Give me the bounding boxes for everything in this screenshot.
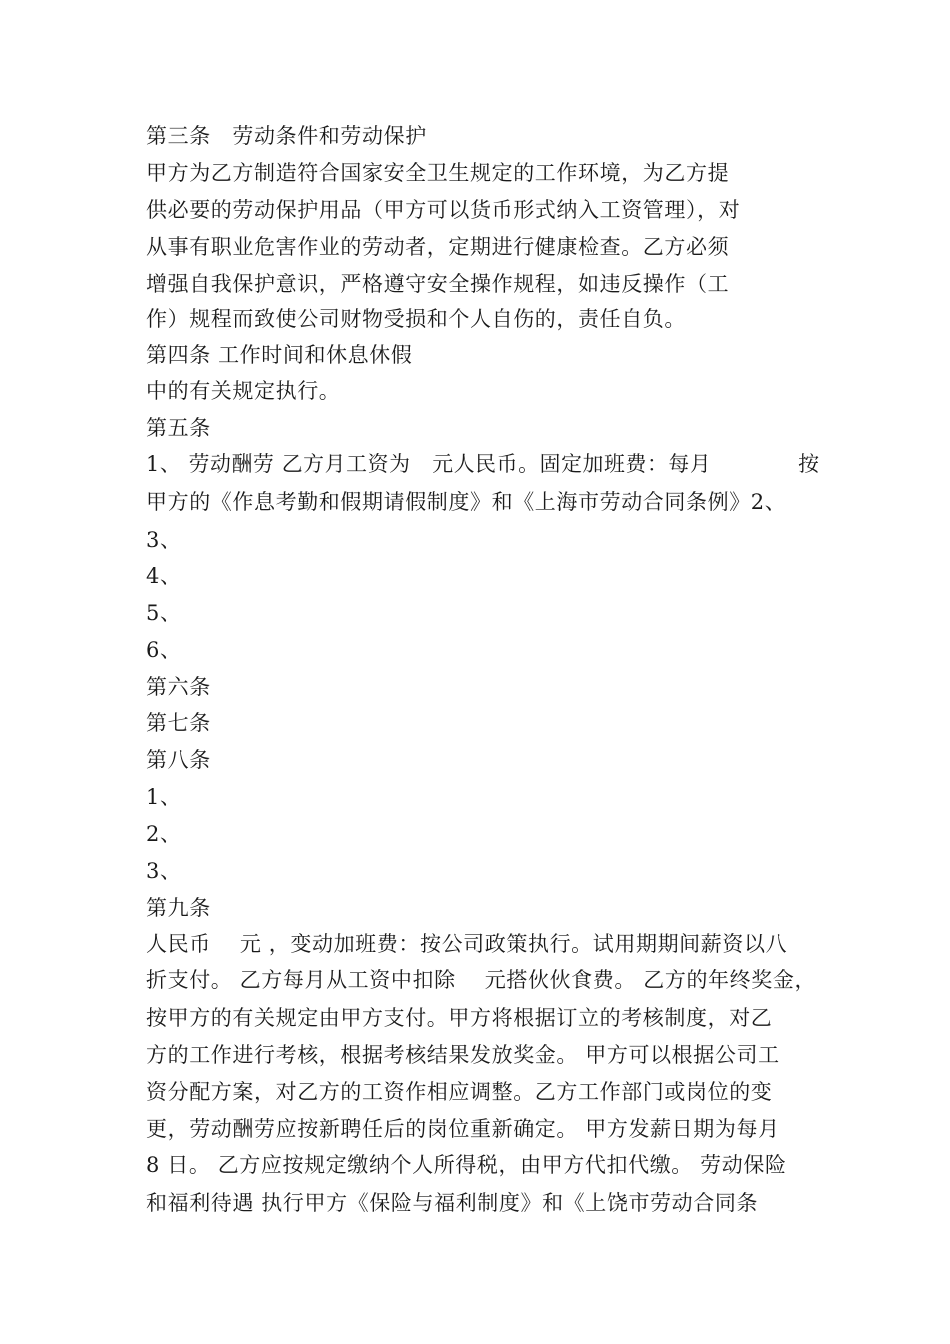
text-line: 1、 劳动酬劳 乙方月工资为 元人民币。固定加班费：每月 按 [146, 452, 820, 476]
text-line: 和福利待遇 执行甲方《保险与福利制度》和《上饶市劳动合同条 [146, 1191, 759, 1215]
text-line: 3、 [146, 859, 182, 883]
text-line: 第八条 [146, 748, 211, 772]
text-line: 甲方为乙方制造符合国家安全卫生规定的工作环境，为乙方提 [146, 161, 730, 185]
text-line: 按甲方的有关规定由甲方支付。甲方将根据订立的考核制度，对乙 [146, 1006, 773, 1030]
text-line: 4、 [146, 564, 182, 588]
text-line: 作）规程而致使公司财物受损和个人自伤的，责任自负。 [146, 307, 686, 331]
text-line: 第五条 [146, 416, 211, 440]
text-line: 更，劳动酬劳应按新聘任后的岗位重新确定。 甲方发薪日期为每月 [146, 1117, 780, 1141]
text-line: 人民币 元 ，变动加班费：按公司政策执行。试用期期间薪资以八 [146, 932, 788, 956]
text-line: 增强自我保护意识，严格遵守安全操作规程，如违反操作（工 [146, 272, 730, 296]
text-line: 从事有职业危害作业的劳动者，定期进行健康检查。乙方必须 [146, 235, 730, 259]
text-line: 供必要的劳动保护用品（甲方可以货币形式纳入工资管理），对 [146, 198, 741, 222]
text-line: 资分配方案，对乙方的工资作相应调整。乙方工作部门或岗位的变 [146, 1080, 773, 1104]
text-line: 6、 [146, 638, 182, 662]
text-line: 3、 [146, 528, 182, 552]
text-line: 第四条 工作时间和休息休假 [146, 343, 413, 367]
text-line: 1、 [146, 785, 182, 809]
text-line: 甲方的《作息考勤和假期请假制度》和《上海市劳动合同条例》2、 [146, 490, 787, 514]
text-line: 第九条 [146, 896, 211, 920]
text-line: 8 日。 乙方应按规定缴纳个人所得税，由甲方代扣代缴。 劳动保险 [146, 1153, 787, 1177]
text-line: 5、 [146, 601, 182, 625]
text-line: 第七条 [146, 711, 211, 735]
text-line: 中的有关规定执行。 [146, 379, 341, 403]
text-line: 第三条 劳动条件和劳动保护 [146, 124, 427, 148]
text-line: 方的工作进行考核，根据考核结果发放奖金。 甲方可以根据公司工 [146, 1043, 780, 1067]
text-line: 折支付。 乙方每月从工资中扣除 元搭伙伙食费。 乙方的年终奖金， [146, 968, 817, 992]
text-line: 第六条 [146, 675, 211, 699]
text-line: 2、 [146, 822, 182, 846]
